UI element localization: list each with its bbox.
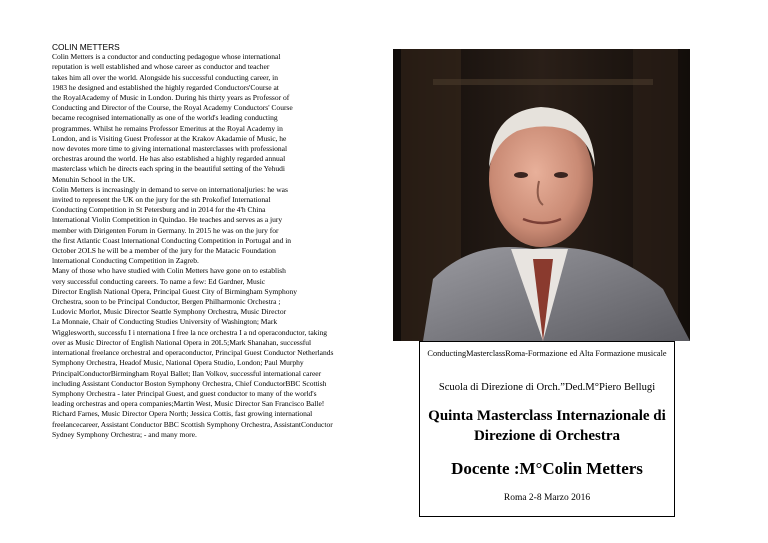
bio-line: Symphony Orchestra, Headof Music, National Opera Studio, London; Paul Murphy	[52, 358, 304, 368]
bio-line: Menuhin School in the UK.	[52, 174, 136, 184]
bio-line: La Monnaie, Chair of Conducting Studies University of Washington; Mark	[52, 317, 278, 327]
bio-line: Symphony Orchestra - later Principal Guest, and guest conductor to many of the world's	[52, 388, 317, 398]
bio-title: COLIN METTERS	[52, 42, 120, 52]
bio-line: reputation is well established and whose career as conductor and teacher	[52, 62, 270, 72]
bio-line: October 2OLS he will be a member of the jury for the Matacic Foundation	[52, 246, 276, 256]
bio-line: very successful conducting careers. To name a few: Ed Gardner, Music	[52, 276, 266, 286]
bio-line: lnternational Violin Competition in Quindao. He teaches and serves as a jury	[52, 215, 283, 225]
bio-line: over as Music Director of English National Opera in 20L5;Mark Shanahan, successful	[52, 337, 312, 347]
bio-line: Orchestra, soon to be Principal Conductor, Bergen Philharmonic Orchestra ;	[52, 297, 281, 307]
bio-line: the RoyalAcademy of Music in London. During his thirty years as Professor of	[52, 93, 290, 103]
bio-line: Many of those who have studied with Colin Metters have gone on to establish	[52, 266, 286, 276]
bio-line: Colin Metters is a conductor and conducting pedagogue whose international	[52, 52, 281, 62]
bio-line: including Assistant Conductor Boston Symphony Orchestra, Chief ConductorBBC Scottish	[52, 378, 327, 388]
bio-line: now devotes more time to giving international masterclasses with professional	[52, 144, 288, 154]
bio-line: Ludovic Morlot, Music Director Seattle Symphony Orchestra, Music Director	[52, 307, 287, 317]
bio-line: freelancecareer, Assistant Conductor BBC Scottish Symphony Orchestra, AssistantConductor	[52, 419, 333, 429]
bio-line: lnternational Conducting Competition in Zagreb.	[52, 256, 199, 266]
bio-line: leading orchestras and opera companies;Martin West, Music Director San Francisco Balle!	[52, 399, 325, 409]
bio-line: programmes. Whilst he remains Professor Emeritus at the Royal Academy in	[52, 123, 283, 133]
bio-line: international freelance orchestral and operaconductor, Principal Guest Conductor Netherlands	[52, 348, 334, 358]
bio-line: the first Atlantic Coast lnternational Conducting Competition in Portugal and in	[52, 235, 292, 245]
portrait-illustration	[393, 49, 690, 341]
bio-line: Conducting and Director of the Course, the Royal Academy Conductors' Course	[52, 103, 293, 113]
event-caption-box	[419, 341, 675, 517]
caption-subtitle: ConductingMasterclassRoma-Formazione ed Alta Formazione musicale	[427, 349, 667, 358]
caption-event-title: Quinta Masterclass Internazionale di Direzione di Orchestra	[428, 408, 666, 444]
caption-date: Roma 2-8 Marzo 2016	[503, 493, 591, 503]
bio-line: member with Dirigenten Forum in Germany. ln 2015 he was on the jury for	[52, 225, 279, 235]
bio-line: Conducting Competition in St Petersburg and in 2014 for the 4'h China	[52, 205, 266, 215]
bio-line: became recognised internationally as one of the world's leading conducting	[52, 113, 278, 123]
portrait-photo	[393, 49, 690, 341]
bio-line: Director English National Opera, Principal Guest City of Birmingham Symphony	[52, 286, 297, 296]
bio-line: orchestras around the world. He has also established a highly regarded annual	[52, 154, 286, 164]
bio-line: masterclass which he directs each spring in the beautiful setting of the Yehudi	[52, 164, 285, 174]
bio-line: invited to represent the UK on the jury for the sth Prokofief International	[52, 195, 271, 205]
caption-teacher: Docente :M°Colin Metters	[451, 459, 643, 478]
bio-section	[52, 42, 374, 440]
bio-line: Richard Farnes, Music Director Opera North; Jessica Cottis, fast growing international	[52, 409, 313, 419]
caption-school: Scuola di Direzione di Orch.”Ded.M°Piero Bellugi	[438, 382, 656, 393]
bio-line: Wigglesworth, successfu I i nternationa I free la nce orchestra I a nd operaconductor, taking	[52, 327, 327, 337]
bio-text	[52, 52, 374, 440]
bio-line: Colin Metters is increasingly in demand to serve on internationaljuries: he was	[52, 184, 288, 194]
bio-line: London, and is Visiting Guest Professor at the Krakov Akadamie of Music, he	[52, 133, 287, 143]
bio-line: PrincipalConductorBirmingham Royal Ballet; Ilan Volkov, successful international career	[52, 368, 322, 378]
bio-line: 1983 he designed and established the highly regarded Conductors'Course at	[52, 82, 279, 92]
bio-line: takes him all over the world. Alongside his successful conducting career, in	[52, 72, 278, 82]
bio-line: Sydney Symphony Orchestra; - and many more.	[52, 429, 197, 439]
